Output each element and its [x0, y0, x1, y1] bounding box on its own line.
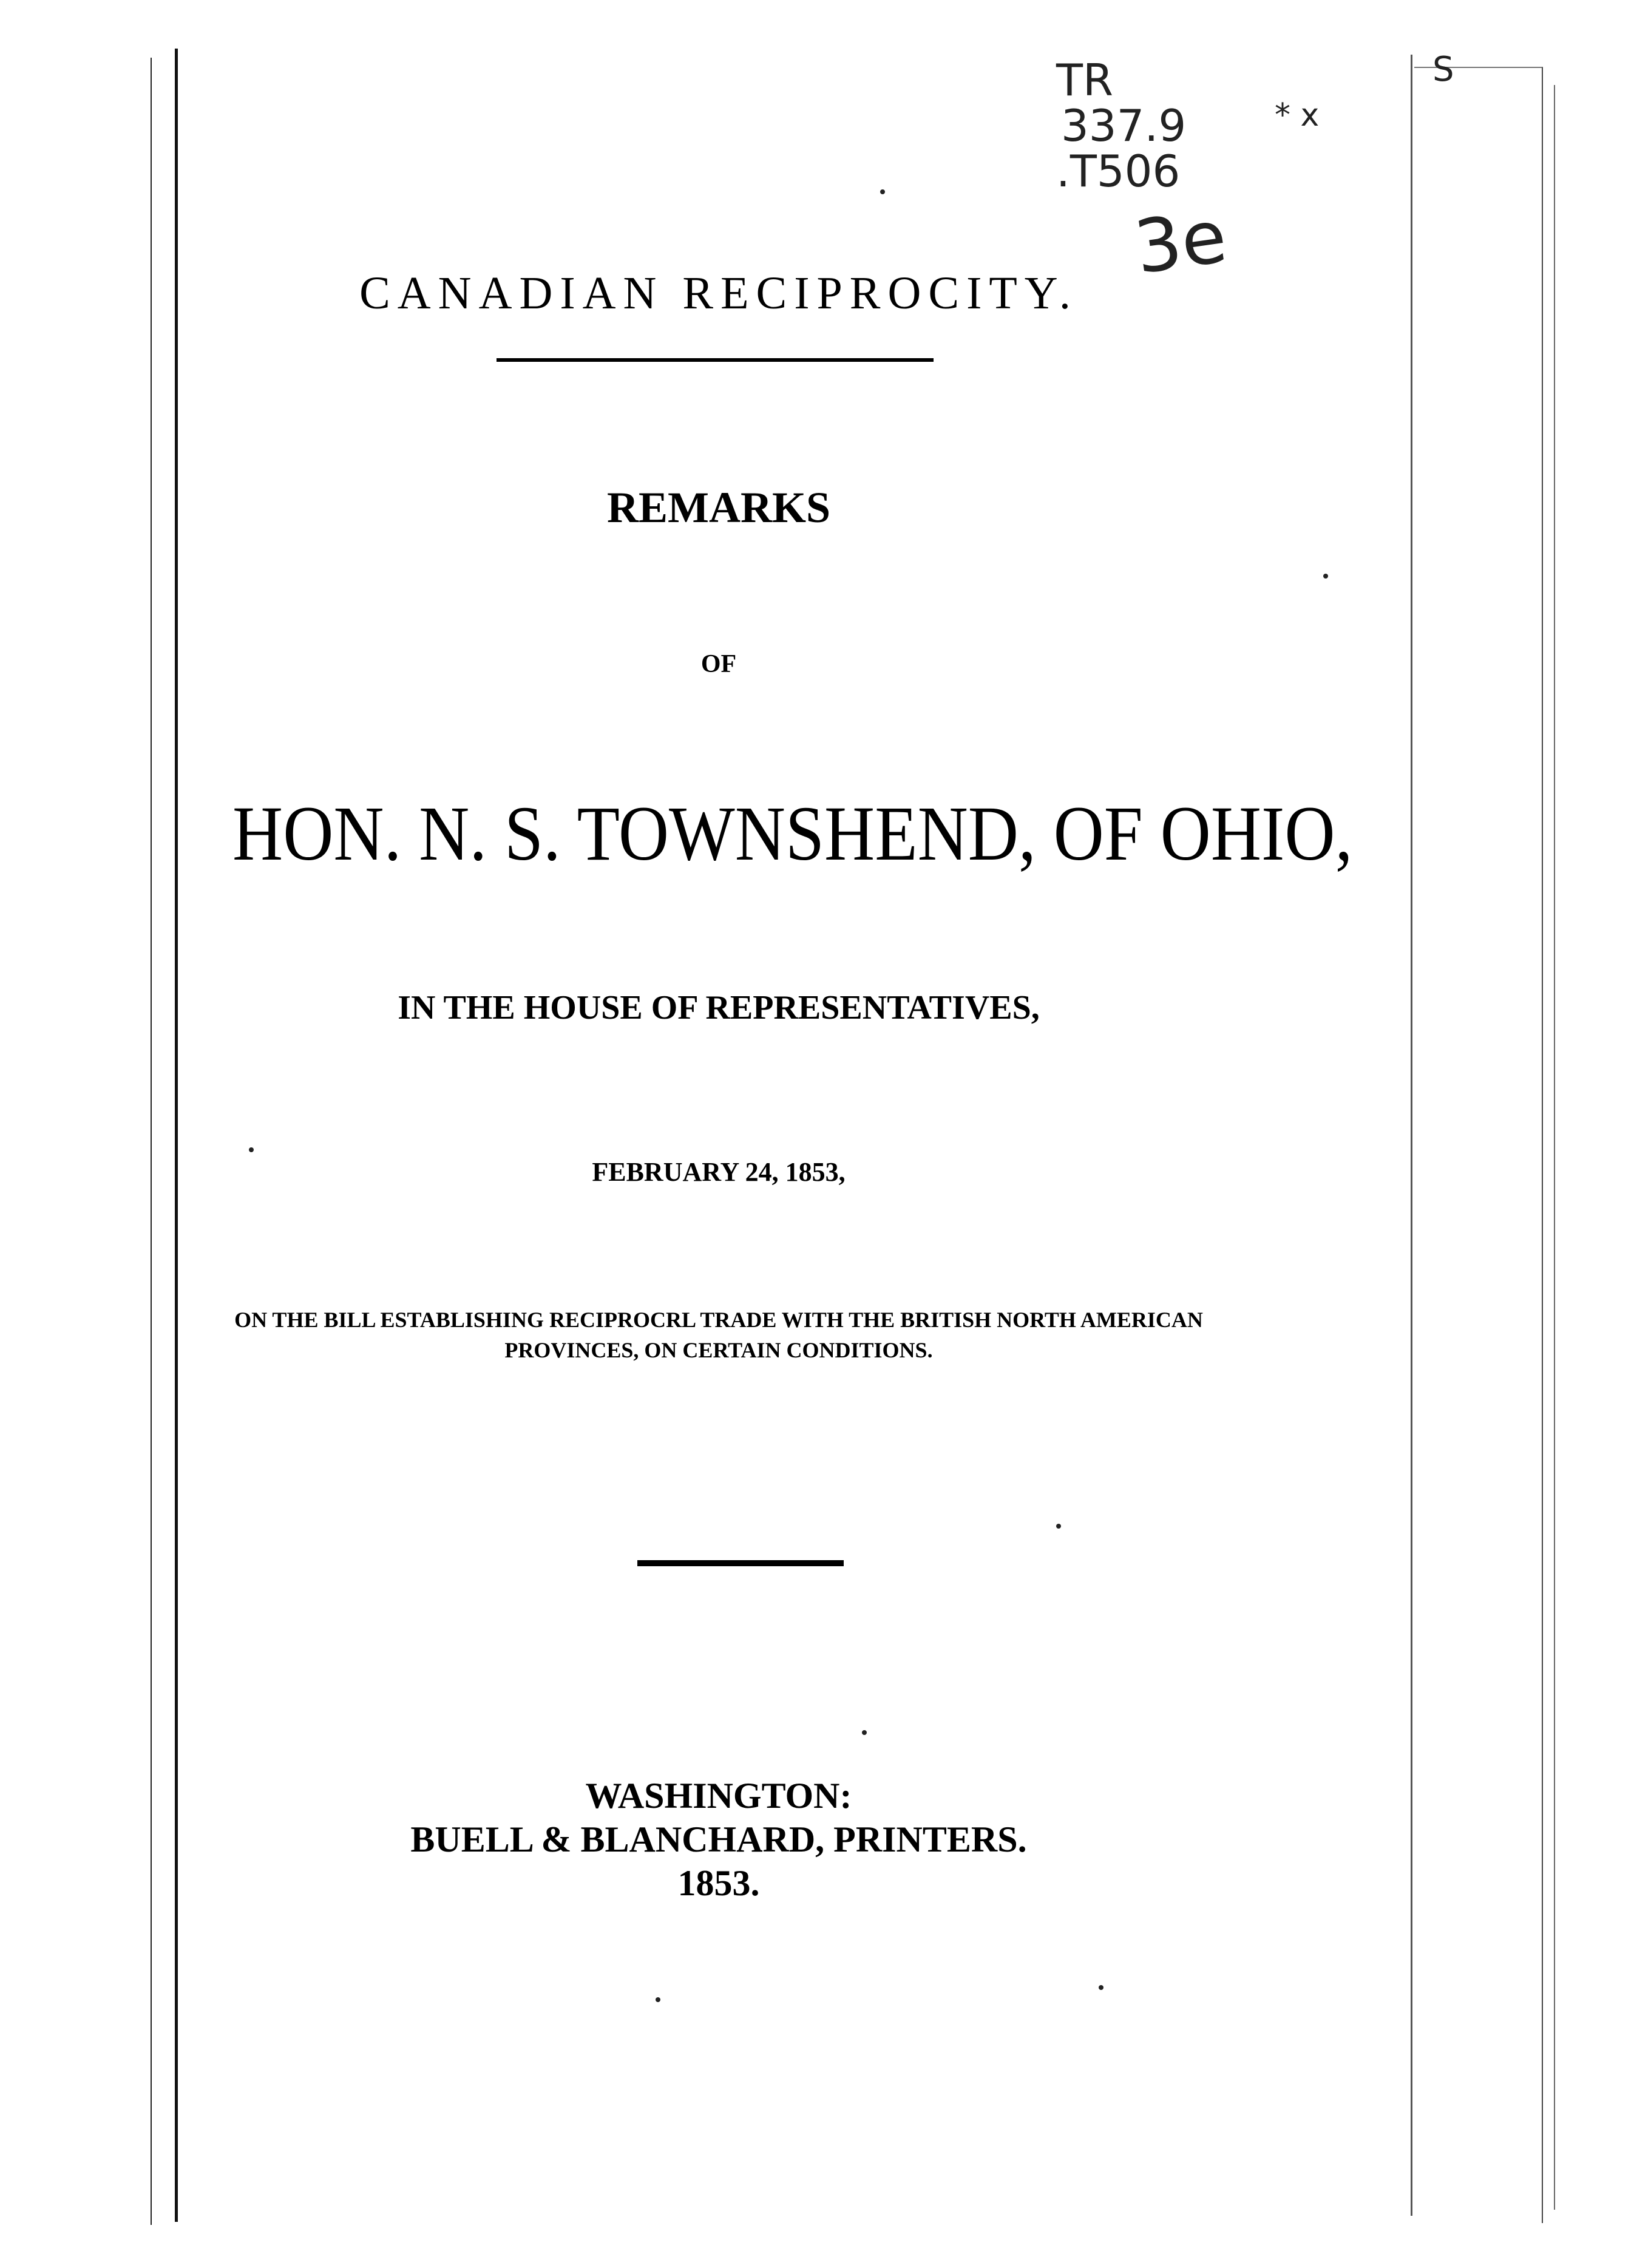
call-number-line-1: TR — [1056, 55, 1114, 106]
subject-line-2: PROVINCES, ON CERTAIN CONDITIONS. — [504, 1338, 933, 1362]
scan-page-edge — [175, 49, 178, 2222]
ink-speck — [1099, 1985, 1103, 1990]
top-rule — [497, 358, 934, 362]
subject-line-1: ON THE BILL ESTABLISHING RECIPROCRL TRADE WITH THE BRITISH NORTH AMERICAN — [234, 1308, 1203, 1332]
ink-speck — [656, 1997, 660, 2002]
call-number-line-2: 337.9 — [1061, 100, 1187, 151]
ink-speck — [1323, 574, 1328, 579]
corner-mark: S — [1432, 50, 1454, 89]
call-number-line-3: .T506 — [1056, 146, 1181, 197]
speech-date: FEBRUARY 24, 1853, — [592, 1157, 846, 1187]
star-mark: * x — [1275, 97, 1320, 134]
back-page-edge-outer — [1493, 85, 1555, 2210]
scan-edge-shadow — [151, 58, 152, 2225]
ink-speck — [249, 1147, 254, 1152]
bottom-rule — [637, 1560, 844, 1566]
ink-speck — [880, 189, 885, 194]
imprint-year: 1853. — [677, 1863, 760, 1903]
heading-remarks: REMARKS — [606, 483, 830, 532]
speaker-name: HON. N. S. TOWNSHEND, OF OHIO, — [232, 790, 1353, 877]
ink-speck — [1056, 1524, 1061, 1529]
imprint-city: WASHINGTON: — [585, 1776, 852, 1816]
venue: IN THE HOUSE OF REPRESENTATIVES, — [398, 989, 1040, 1027]
imprint-printer: BUELL & BLANCHARD, PRINTERS. — [410, 1819, 1027, 1859]
series-title: CANADIAN RECIPROCITY. — [359, 268, 1078, 319]
heading-of: OF — [700, 650, 737, 678]
handwritten-number: 3e — [1130, 194, 1232, 291]
ink-speck — [862, 1730, 867, 1735]
